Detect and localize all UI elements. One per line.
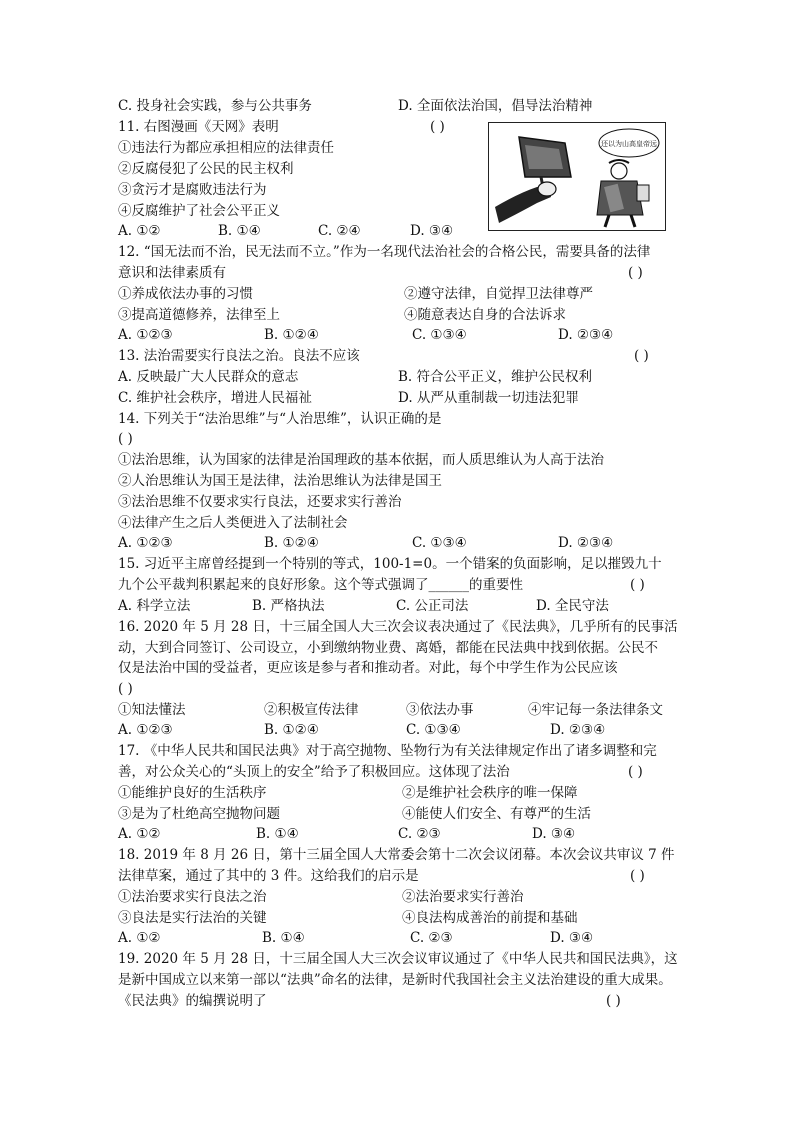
q17-stem-line-1: 17. 《中华人民共和国民法典》对于高空抛物、坠物行为有关法律规定作出了诸多调整和完 (118, 743, 657, 759)
q18-item-4: ④良法构成善治的前提和基础 (402, 910, 578, 926)
q18-item-2: ②法治要求实行善治 (402, 889, 524, 905)
q12-option-c: C. ①③④ (412, 327, 467, 343)
q12-item-4: ④随意表达自身的合法诉求 (404, 307, 566, 323)
q14-item-4: ④法律产生之后人类便进入了法制社会 (118, 515, 348, 531)
q17-item-2: ②是维护社会秩序的唯一保障 (402, 785, 578, 801)
q16-option-b: B. ①②④ (264, 722, 319, 738)
q11-option-c: C. ②④ (318, 223, 361, 239)
q15-stem-line-1: 15. 习近平主席曾经提到一个特别的等式，100-1=0。一个错案的负面影响，足以摧毁九十 (118, 556, 662, 572)
q15-option-d: D. 全民守法 (536, 598, 609, 614)
q18-item-1: ①法治要求实行良法之治 (118, 889, 267, 905)
q15-option-b: B. 严格执法 (252, 598, 325, 614)
q11-item-4: ④反腐维护了社会公平正义 (118, 203, 280, 219)
q16-item-2: ②积极宣传法律 (264, 702, 359, 718)
q11-stem: 11. 右图漫画《天网》表明 (118, 119, 279, 135)
q17-option-a: A. ①② (118, 826, 161, 842)
q10-option-d: D. 全面依法治国，倡导法治精神 (398, 98, 593, 114)
q18-item-3: ③良法是实行法治的关键 (118, 910, 267, 926)
q15-answer-bracket: ( ) (630, 577, 645, 593)
q17-answer-bracket: ( ) (628, 764, 643, 780)
q16-option-a: A. ①②③ (118, 722, 173, 738)
q17-option-c: C. ②③ (398, 826, 441, 842)
q11-option-a: A. ①② (118, 223, 161, 239)
q14-stem: 14. 下列关于“法治思维”与“人治思维”，认识正确的是 (118, 411, 442, 427)
q10-option-c: C. 投身社会实践，参与公共事务 (118, 98, 312, 114)
q11-item-1: ①违法行为都应承担相应的法律责任 (118, 140, 334, 156)
q16-answer-bracket: ( ) (118, 681, 133, 697)
q11-option-b: B. ①④ (218, 223, 261, 239)
q18-option-d: D. ③④ (550, 930, 594, 946)
q18-option-b: B. ①④ (262, 930, 305, 946)
q19-stem-line-3: 《民法典》的编撰说明了 (118, 993, 267, 1009)
q11-option-d: D. ③④ (410, 223, 454, 239)
q16-option-d: D. ②③④ (550, 722, 606, 738)
q14-option-c: C. ①③④ (412, 535, 467, 551)
q18-option-a: A. ①② (118, 930, 161, 946)
q16-item-1: ①知法懂法 (118, 702, 186, 718)
q16-stem-line-1: 16. 2020 年 5 月 28 日，十三届全国人大三次会议表决通过了《民法典》，几乎所有的民事活 (118, 619, 678, 635)
q14-option-a: A. ①②③ (118, 535, 173, 551)
q11-item-3: ③贪污才是腐败违法行为 (118, 182, 267, 198)
q13-option-b: B. 符合公平正义，维护公民权利 (398, 369, 593, 385)
q18-option-c: C. ②③ (410, 930, 453, 946)
q17-item-3: ③是为了杜绝高空抛物问题 (118, 806, 280, 822)
q15-option-a: A. 科学立法 (118, 598, 191, 614)
q19-stem-line-1: 19. 2020 年 5 月 28 日，十三届全国人大三次会议审议通过了《中华人民共和国民法典》，这 (118, 951, 678, 967)
q16-item-4: ④牢记每一条法律条文 (528, 702, 663, 718)
q13-option-a: A. 反映最广大人民群众的意志 (118, 369, 299, 385)
q15-stem-line-2-tail: 的重要性 (469, 577, 523, 593)
q18-stem-line-1: 18. 2019 年 8 月 26 日，第十三届全国人大常委会第十二次会议闭幕。本次会议共审议 7 件 (118, 847, 675, 863)
q15-option-c: C. 公正司法 (396, 598, 469, 614)
q18-stem-line-2: 法律草案，通过了其中的 3 件。这给我们的启示是 (118, 868, 419, 884)
q16-stem-line-2: 动，大到合同签订、公司设立，小到缴纳物业费、离婚，都能在民法典中找到依据。公民不 (118, 640, 658, 656)
q14-option-b: B. ①②④ (264, 535, 319, 551)
q14-answer-bracket: ( ) (118, 431, 133, 447)
q12-answer-bracket: ( ) (628, 265, 643, 281)
q14-option-d: D. ②③④ (558, 535, 614, 551)
q16-option-c: C. ①③④ (406, 722, 461, 738)
q14-item-3: ③法治思维不仅要求实行良法，还要求实行善治 (118, 494, 402, 510)
cartoon-drawing (489, 123, 665, 230)
q12-item-2: ②遵守法律，自觉捍卫法律尊严 (404, 286, 593, 302)
q12-option-a: A. ①②③ (118, 327, 173, 343)
q15-stem-line-2 (118, 576, 523, 595)
q15-fill-blank: ______ (428, 577, 469, 593)
cartoon-caption: 还以为山高皇帝远 (601, 140, 657, 148)
q18-answer-bracket: ( ) (630, 868, 645, 884)
q13-stem: 13. 法治需要实行良法之治。良法不应该 (118, 348, 360, 364)
q17-item-1: ①能维护良好的生活秩序 (118, 785, 267, 801)
q11-answer-bracket: ( ) (430, 119, 445, 135)
q14-item-1: ①法治思维，认为国家的法律是治国理政的基本依据，而人质思维认为人高于法治 (118, 452, 604, 468)
q16-stem-line-3: 仅是法治中国的受益者，更应该是参与者和推动者。对此，每个中学生作为公民应该 (118, 660, 618, 676)
q12-item-1: ①养成依法办事的习惯 (118, 286, 253, 302)
q19-answer-bracket: ( ) (606, 993, 621, 1009)
q12-stem-line-2: 意识和法律素质有 (118, 265, 226, 281)
q15-stem-line-2-text: 九个公平裁判积累起来的良好形象。这个等式强调了 (118, 577, 429, 593)
q17-item-4: ④能使人们安全、有尊严的生活 (402, 806, 591, 822)
q12-option-b: B. ①②④ (264, 327, 319, 343)
q16-item-3: ③依法办事 (406, 702, 474, 718)
tianwang-cartoon (488, 122, 666, 231)
q19-stem-line-2: 是新中国成立以来第一部以“法典”命名的法律，是新时代我国社会主义法治建设的重大成果。 (118, 972, 672, 988)
q17-option-d: D. ③④ (532, 826, 576, 842)
q12-stem-line-1: 12. “国无法而不治，民无法而不立。”作为一名现代法治社会的合格公民，需要具备的法律 (118, 244, 651, 260)
q11-item-2: ②反腐侵犯了公民的民主权利 (118, 161, 294, 177)
q17-option-b: B. ①④ (256, 826, 299, 842)
q17-stem-line-2: 善，对公众关心的“头顶上的安全”给予了积极回应。这体现了法治 (118, 764, 510, 780)
q12-option-d: D. ②③④ (558, 327, 614, 343)
q12-item-3: ③提高道德修养，法律至上 (118, 307, 280, 323)
q13-option-c: C. 维护社会秩序，增进人民福祉 (118, 390, 312, 406)
q13-answer-bracket: ( ) (634, 348, 649, 364)
q14-item-2: ②人治思维认为国王是法律，法治思维认为法律是国王 (118, 473, 442, 489)
q13-option-d: D. 从严从重制裁一切违法犯罪 (398, 390, 579, 406)
